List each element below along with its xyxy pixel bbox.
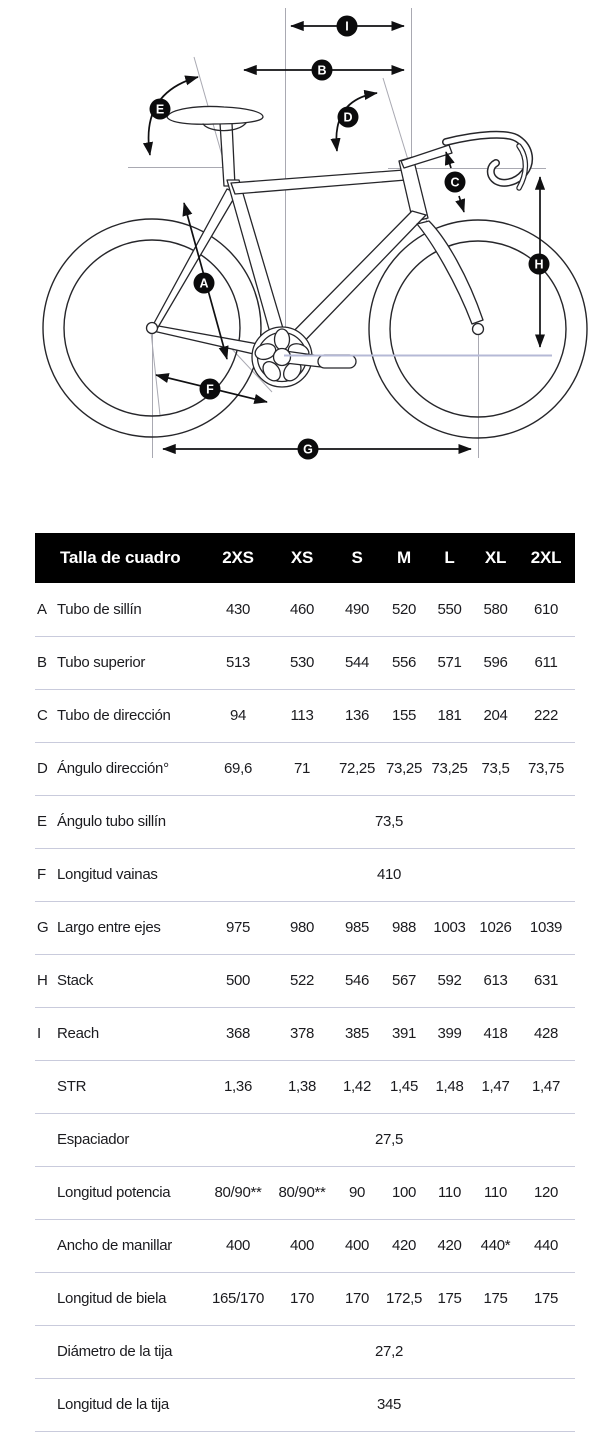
cell-value: 611 — [534, 654, 558, 671]
row-label: Stack — [57, 972, 94, 989]
table-row — [35, 1272, 575, 1325]
cell-value: 110 — [438, 1184, 462, 1201]
cell-merged-value: 410 — [376, 866, 402, 883]
cell-value: 1039 — [529, 919, 563, 936]
guide-lines — [128, 8, 546, 458]
cell-value: 90 — [348, 1184, 366, 1201]
cell-merged-value: 27,2 — [375, 1343, 404, 1360]
row-letter — [35, 1219, 57, 1272]
cell-value: 175 — [483, 1290, 508, 1307]
table-row — [35, 742, 575, 795]
cell-value: 110 — [484, 1184, 508, 1201]
cell-value: 73,75 — [527, 760, 565, 777]
table-row — [35, 1166, 575, 1219]
cell-merged-value: 345 — [376, 1396, 402, 1413]
size-header-2xs: 2XS — [222, 548, 254, 567]
cell-value: 520 — [391, 600, 417, 618]
cell-value: 222 — [533, 707, 559, 724]
cell-value: 440* — [480, 1237, 511, 1254]
row-label: Longitud de biela — [57, 1290, 167, 1307]
pedal — [318, 355, 356, 368]
row-letter — [35, 1113, 57, 1166]
cell-value: 567 — [391, 972, 417, 989]
cell-value: 420 — [391, 1237, 417, 1254]
cell-merged-value: 73,5 — [375, 813, 404, 830]
cell-value: 440 — [533, 1237, 559, 1254]
geometry-table — [35, 533, 575, 1432]
cell-value: 610 — [533, 600, 559, 618]
row-label: Ángulo tubo sillín — [57, 813, 166, 830]
diagram-marker-b — [312, 60, 333, 81]
row-letter: G — [37, 919, 49, 936]
cell-value: 120 — [533, 1184, 559, 1201]
row-label: Longitud vainas — [57, 866, 158, 883]
svg-text:F: F — [206, 382, 214, 397]
cell-value: 613 — [483, 972, 508, 989]
row-letter: B — [37, 654, 47, 671]
cell-value: 580 — [483, 600, 508, 618]
cell-value: 73,25 — [431, 760, 468, 777]
svg-text:H: H — [534, 257, 544, 272]
diagram-marker-g — [298, 439, 319, 460]
svg-text:C: C — [450, 175, 460, 190]
row-letter — [35, 1272, 57, 1325]
table-row — [35, 1007, 575, 1060]
bike-geometry-diagram — [0, 0, 610, 512]
row-letter: A — [37, 600, 47, 618]
diagram-marker-c — [445, 172, 466, 193]
cell-value: 490 — [344, 600, 370, 618]
cell-value: 181 — [437, 707, 462, 724]
size-header-m: M — [397, 548, 411, 567]
row-label: Tubo superior — [57, 654, 146, 671]
cell-value: 73,5 — [481, 760, 510, 777]
cell-value: 1003 — [433, 919, 466, 936]
cell-value: 430 — [225, 600, 251, 618]
size-header-xs: XS — [290, 548, 314, 567]
cell-value: 1,48 — [435, 1078, 464, 1095]
cell-value: 175 — [533, 1290, 559, 1307]
cell-value: 522 — [289, 972, 315, 989]
table-row — [35, 1219, 575, 1272]
cell-value: 500 — [225, 972, 251, 989]
svg-text:D: D — [343, 110, 353, 125]
cell-value: 1,47 — [481, 1078, 510, 1095]
table-row — [35, 636, 575, 689]
row-letter — [35, 1378, 57, 1431]
row-label: Longitud potencia — [57, 1184, 171, 1201]
table-row — [35, 1325, 575, 1378]
cell-value: 544 — [344, 654, 370, 671]
row-letter — [35, 1166, 57, 1219]
cell-value: 1,47 — [532, 1078, 561, 1095]
cell-value: 170 — [344, 1290, 370, 1307]
svg-text:G: G — [303, 442, 313, 457]
row-label: Tubo de sillín — [57, 600, 142, 618]
cell-value: 400 — [225, 1237, 251, 1254]
table-row — [35, 1060, 575, 1113]
size-header-xl: XL — [484, 548, 507, 567]
cell-value: 556 — [391, 654, 417, 671]
cell-value: 1,38 — [288, 1078, 317, 1095]
cell-value: 550 — [437, 600, 462, 618]
cell-value: 1,45 — [390, 1078, 419, 1095]
saddle — [167, 106, 263, 130]
front-axle — [473, 324, 484, 335]
row-label: Espaciador — [57, 1131, 130, 1148]
row-letter: E — [37, 813, 47, 830]
crankset — [252, 327, 356, 387]
cell-value: 385 — [344, 1025, 370, 1042]
row-label: Ancho de manillar — [57, 1237, 172, 1254]
cell-value: 596 — [483, 654, 508, 671]
row-label: STR — [57, 1078, 87, 1095]
cell-value: 391 — [391, 1025, 417, 1042]
row-label: Tubo de dirección — [57, 707, 171, 724]
table-row — [35, 1113, 575, 1166]
cell-value: 1,36 — [224, 1078, 253, 1095]
cell-value: 980 — [289, 919, 315, 936]
cell-value: 460 — [289, 600, 315, 618]
cell-value: 80/90** — [278, 1184, 326, 1201]
row-label: Longitud de la tija — [57, 1396, 169, 1413]
row-letter: D — [37, 760, 48, 777]
cell-value: 175 — [437, 1290, 462, 1307]
cell-value: 1,42 — [343, 1078, 372, 1095]
diagram-marker-f — [200, 379, 221, 400]
cell-value: 985 — [344, 919, 370, 936]
table-row — [35, 689, 575, 742]
cell-value: 165/170 — [211, 1290, 265, 1307]
diagram-marker-i — [337, 16, 358, 37]
table-row — [35, 795, 575, 848]
row-letter: I — [37, 1025, 41, 1042]
cell-value: 155 — [391, 707, 417, 724]
cell-value: 368 — [225, 1025, 251, 1042]
cell-value: 136 — [344, 707, 370, 724]
cell-value: 170 — [289, 1290, 315, 1307]
cell-value: 571 — [437, 654, 462, 671]
table-row — [35, 1378, 575, 1431]
cell-value: 428 — [533, 1025, 559, 1042]
diagram-marker-a — [194, 273, 215, 294]
cell-value: 378 — [289, 1025, 315, 1042]
size-header-s: S — [351, 548, 363, 567]
diagram-marker-e — [150, 99, 171, 120]
cell-value: 204 — [483, 707, 508, 724]
svg-text:I: I — [345, 19, 349, 34]
cell-value: 69,6 — [224, 760, 253, 777]
rear-axle — [147, 323, 158, 334]
cell-value: 592 — [437, 972, 462, 989]
row-letter — [35, 1060, 57, 1113]
cell-value: 72,25 — [338, 760, 376, 777]
table-row — [35, 901, 575, 954]
row-label: Largo entre ejes — [57, 919, 161, 936]
cell-value: 400 — [344, 1237, 370, 1254]
row-label: Reach — [57, 1025, 99, 1042]
svg-text:A: A — [199, 276, 209, 291]
cell-value: 1026 — [479, 919, 512, 936]
cell-value: 631 — [533, 972, 559, 989]
cell-value: 975 — [225, 919, 251, 936]
table-header-row — [35, 533, 575, 583]
cell-value: 100 — [391, 1184, 417, 1201]
bike-diagram-svg — [0, 0, 610, 512]
table-row — [35, 848, 575, 901]
cell-value: 399 — [437, 1025, 462, 1042]
svg-text:B: B — [317, 63, 327, 78]
stem — [401, 145, 452, 168]
cell-value: 113 — [290, 707, 314, 724]
diagram-marker-h — [529, 254, 550, 275]
table-title: Talla de cuadro — [60, 548, 181, 567]
cell-value: 400 — [289, 1237, 315, 1254]
cell-value: 530 — [289, 654, 315, 671]
table-row — [35, 583, 575, 636]
cell-value: 513 — [225, 654, 251, 671]
cell-value: 71 — [293, 760, 311, 777]
table-row — [35, 954, 575, 1007]
svg-text:E: E — [155, 102, 165, 117]
cell-value: 546 — [344, 972, 370, 989]
row-letter: H — [37, 972, 48, 989]
cell-value: 172,5 — [385, 1290, 423, 1307]
diagram-marker-d — [338, 107, 359, 128]
row-letter: F — [37, 866, 46, 883]
row-label: Ángulo dirección° — [57, 760, 169, 777]
row-label: Diámetro de la tija — [57, 1343, 173, 1360]
cell-value: 420 — [437, 1237, 462, 1254]
cell-merged-value: 27,5 — [375, 1131, 404, 1148]
cell-value: 80/90** — [214, 1184, 262, 1201]
cell-value: 418 — [483, 1025, 508, 1042]
cell-value: 94 — [229, 707, 247, 724]
cell-value: 988 — [391, 919, 417, 936]
cell-value: 73,25 — [385, 760, 423, 777]
row-letter: C — [37, 707, 48, 724]
fork — [417, 221, 483, 324]
row-letter — [35, 1325, 57, 1378]
size-header-2xl: 2XL — [530, 548, 562, 567]
size-header-l: L — [444, 548, 455, 567]
